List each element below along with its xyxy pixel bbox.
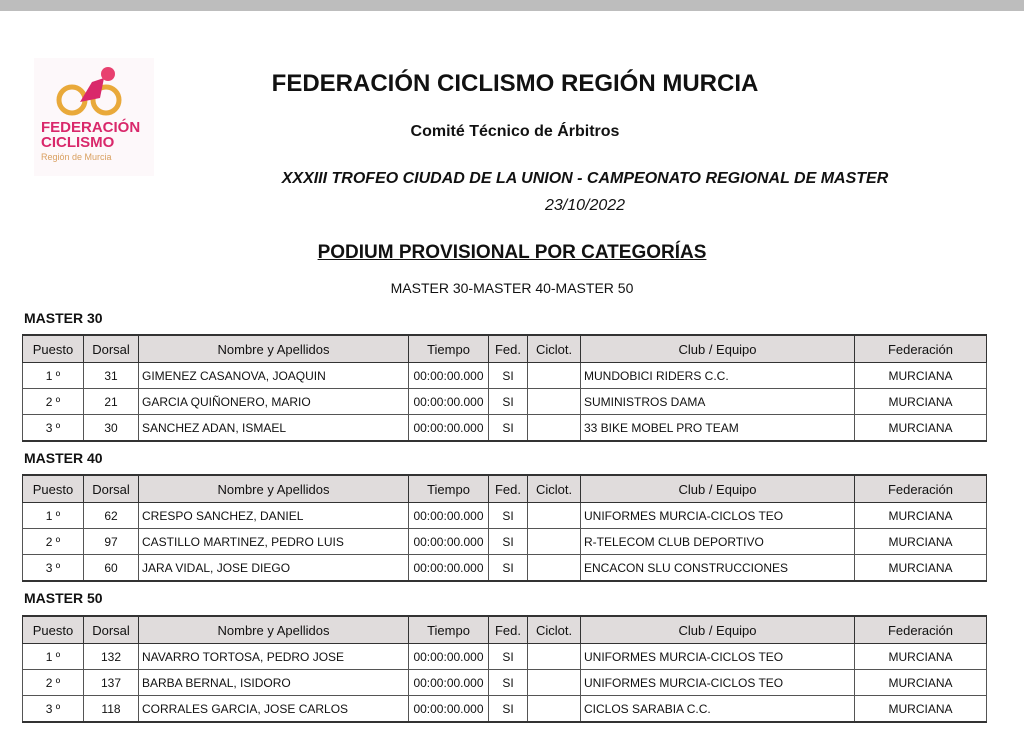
column-header: Puesto [23,475,84,503]
table-cell: SI [489,389,528,415]
table-header [23,475,987,503]
table-cell: 00:00:00.000 [409,696,489,723]
table-cell: JARA VIDAL, JOSE DIEGO [139,555,409,582]
table-cell: SI [489,415,528,442]
table-row [23,389,987,415]
federation-logo [34,58,154,176]
table-cell: 118 [84,696,139,723]
table-cell: MURCIANA [855,670,987,696]
results-table [22,615,987,723]
table-cell [528,670,581,696]
table-cell: UNIFORMES MURCIA-CICLOS TEO [581,644,855,670]
table-cell: MURCIANA [855,555,987,582]
table-cell: 00:00:00.000 [409,363,489,389]
table-cell: SI [489,555,528,582]
table-cell: 00:00:00.000 [409,644,489,670]
table-row [23,696,987,723]
table-row [23,529,987,555]
table-cell: MURCIANA [855,529,987,555]
table-cell: UNIFORMES MURCIA-CICLOS TEO [581,503,855,529]
table-cell: 3 º [23,555,84,582]
table-cell: GIMENEZ CASANOVA, JOAQUIN [139,363,409,389]
column-header: Tiempo [409,475,489,503]
column-header: Federación [855,475,987,503]
table-cell: R-TELECOM CLUB DEPORTIVO [581,529,855,555]
column-header: Club / Equipo [581,475,855,503]
table-cell: 62 [84,503,139,529]
table-cell [528,415,581,442]
table-cell: MURCIANA [855,363,987,389]
category-label: MASTER 30 [24,310,103,326]
column-header: Nombre y Apellidos [139,616,409,644]
subtitle: Comité Técnico de Árbitros [410,123,620,140]
table-cell [528,529,581,555]
column-header: Dorsal [84,616,139,644]
results-table [22,334,987,442]
table-row [23,670,987,696]
event-name: XXXIII TROFEO CIUDAD DE LA UNION - CAMPEONATO REGIONAL DE MASTER [281,170,889,187]
column-header: Nombre y Apellidos [139,335,409,363]
results-table [22,474,987,582]
table-cell: 1 º [23,644,84,670]
categories-line: MASTER 30-MASTER 40-MASTER 50 [390,280,634,296]
column-header: Fed. [489,475,528,503]
table-cell: 00:00:00.000 [409,503,489,529]
table-cell: SI [489,503,528,529]
page-title: FEDERACIÓN CICLISMO REGIÓN MURCIA [271,70,759,97]
table-cell: 137 [84,670,139,696]
column-header: Ciclot. [528,616,581,644]
column-header: Ciclot. [528,475,581,503]
table-cell: CASTILLO MARTINEZ, PEDRO LUIS [139,529,409,555]
table-cell: NAVARRO TORTOSA, PEDRO JOSE [139,644,409,670]
table-cell: SI [489,696,528,723]
cyclist-icon [54,64,134,119]
table-cell: 30 [84,415,139,442]
table-cell: 31 [84,363,139,389]
table-cell: MURCIANA [855,503,987,529]
table-cell: CRESPO SANCHEZ, DANIEL [139,503,409,529]
event-date: 23/10/2022 [544,197,626,214]
table-cell: 2 º [23,389,84,415]
table-cell [528,363,581,389]
table-cell: SI [489,529,528,555]
table-cell: 3 º [23,415,84,442]
column-header: Puesto [23,335,84,363]
category-label: MASTER 50 [24,590,103,606]
table-cell: MUNDOBICI RIDERS C.C. [581,363,855,389]
table-cell: CICLOS SARABIA C.C. [581,696,855,723]
table-cell [528,389,581,415]
table-cell: MURCIANA [855,415,987,442]
table-cell: 60 [84,555,139,582]
table-cell: MURCIANA [855,644,987,670]
table-cell: 00:00:00.000 [409,555,489,582]
table-header [23,616,987,644]
table-cell: 1 º [23,363,84,389]
category-label: MASTER 40 [24,450,103,466]
table-cell: 97 [84,529,139,555]
table-row [23,415,987,442]
table-cell: BARBA BERNAL, ISIDORO [139,670,409,696]
table-cell: UNIFORMES MURCIA-CICLOS TEO [581,670,855,696]
top-bar [0,0,1024,11]
column-header: Club / Equipo [581,335,855,363]
table-cell: 3 º [23,696,84,723]
table-cell: 33 BIKE MOBEL PRO TEAM [581,415,855,442]
column-header: Fed. [489,335,528,363]
table-cell: 00:00:00.000 [409,529,489,555]
table-cell [528,696,581,723]
column-header: Dorsal [84,475,139,503]
column-header: Tiempo [409,616,489,644]
column-header: Federación [855,335,987,363]
table-cell [528,644,581,670]
column-header: Puesto [23,616,84,644]
table-cell: 2 º [23,529,84,555]
table-cell: 00:00:00.000 [409,389,489,415]
column-header: Ciclot. [528,335,581,363]
table-cell: 00:00:00.000 [409,670,489,696]
table-cell: SI [489,670,528,696]
logo-text: FEDERACIÓN CICLISMO [41,119,141,151]
table-cell: CORRALES GARCIA, JOSE CARLOS [139,696,409,723]
table-row [23,363,987,389]
table-row [23,555,987,582]
table-cell: 1 º [23,503,84,529]
document-title: PODIUM PROVISIONAL POR CATEGORÍAS [317,242,707,263]
table-cell: 21 [84,389,139,415]
table-cell: MURCIANA [855,389,987,415]
table-row [23,644,987,670]
table-header [23,335,987,363]
table-cell: SI [489,363,528,389]
table-cell: SANCHEZ ADAN, ISMAEL [139,415,409,442]
logo-region: Región de Murcia [41,152,112,162]
table-cell: SUMINISTROS DAMA [581,389,855,415]
table-cell: MURCIANA [855,696,987,723]
table-cell: 132 [84,644,139,670]
table-cell: 00:00:00.000 [409,415,489,442]
table-cell: SI [489,644,528,670]
table-cell [528,503,581,529]
column-header: Federación [855,616,987,644]
column-header: Dorsal [84,335,139,363]
column-header: Club / Equipo [581,616,855,644]
column-header: Nombre y Apellidos [139,475,409,503]
table-cell: GARCIA QUIÑONERO, MARIO [139,389,409,415]
table-cell: ENCACON SLU CONSTRUCCIONES [581,555,855,582]
table-row [23,503,987,529]
table-cell: 2 º [23,670,84,696]
table-cell [528,555,581,582]
column-header: Tiempo [409,335,489,363]
column-header: Fed. [489,616,528,644]
